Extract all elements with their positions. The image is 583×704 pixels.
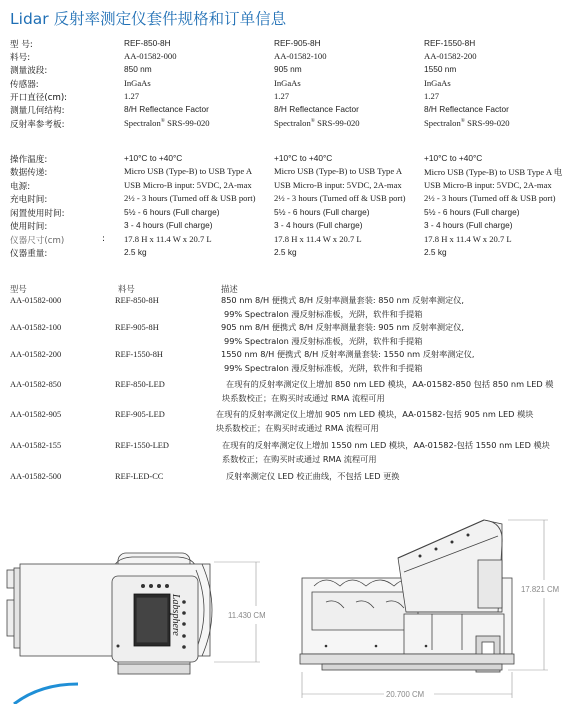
dim-height: 17.821 CM: [521, 585, 560, 594]
spec-value: Micro USB (Type-B) to USB Type A: [124, 166, 253, 176]
order-description-line: 在现有的反射率测定仪上增加 1550 nm LED 模块，AA-01582-包括 1550 nm LED 模块: [222, 440, 550, 450]
reference-model: SRS-99-020: [167, 118, 210, 128]
spec-label-colon: :: [102, 234, 105, 244]
spec-label: 闲置使用时间:: [10, 209, 65, 219]
order-model: AA-01582-100: [10, 323, 62, 332]
spec-value: 5½ - 6 hours (Full charge): [424, 207, 520, 217]
order-part-number: REF-1550-LED: [115, 441, 169, 450]
spec-value: InGaAs: [424, 78, 451, 88]
spec-value: 2½ - 3 hours (Turned off & USB port): [424, 193, 556, 203]
device-logo: Labsphere: [170, 594, 181, 636]
registered-mark: ®: [310, 118, 315, 125]
order-header-model: 型号: [10, 284, 27, 294]
dim-width: 11.430 CM: [228, 611, 266, 620]
spec-value: REF-905-8H: [274, 38, 321, 48]
spec-value: +10°C to +40°C: [274, 153, 333, 163]
reference-model: SRS-99-020: [317, 118, 360, 128]
spec-value: REF-850-8H: [124, 38, 171, 48]
spec-value: 1.27: [424, 91, 440, 101]
spec-value: Micro USB (Type-B) to USB Type A 电: [424, 167, 563, 177]
spec-value: 3 - 4 hours (Full charge): [124, 220, 213, 230]
spec-label: 传感器:: [10, 80, 39, 90]
spectralon-brand: Spectralon: [424, 118, 461, 128]
order-description-line: 反射率测定仪 LED 校正曲线，不包括 LED 更换: [226, 471, 400, 481]
spec-value: 1550 nm: [424, 64, 457, 74]
spec-value: 2½ - 3 hours (Turned off & USB port): [274, 193, 406, 203]
spec-value: 1.27: [274, 91, 290, 101]
order-description-line: 850 nm 8/H 便携式 8/H 反射率测量套装: 850 nm 反射率测定仪,: [221, 295, 465, 305]
side-view-drawing: [286, 500, 583, 704]
spec-value: InGaAs: [124, 78, 151, 88]
spec-label: 使用时间:: [10, 222, 48, 232]
order-header-part: 料号: [118, 284, 135, 294]
order-description-line: 在现有的反射率测定仪上增加 905 nm LED 模块，AA-01582-包括 905 nm LED 模块: [216, 409, 534, 419]
spec-value: 17.8 H x 11.4 W x 20.7 L: [424, 234, 512, 244]
order-part-number: REF-850-8H: [115, 296, 159, 305]
spec-value: AA-01582-100: [274, 51, 327, 61]
order-description-line: 99% Spectralon 漫反射标准板，光阱，软件和手提箱: [224, 335, 423, 346]
spec-label: 仪器重量:: [10, 249, 48, 259]
registered-mark: ®: [160, 118, 165, 125]
spec-value: 5½ - 6 hours (Full charge): [124, 207, 220, 217]
spec-label: 开口直径(cm):: [10, 93, 68, 103]
order-description-line: 99% Spectralon 漫反射标准板，光阱，软件和手提箱: [224, 362, 423, 373]
spec-value: InGaAs: [274, 78, 301, 88]
order-description-line: 99% Spectralon 漫反射标准板，光阱，软件和手提箱: [224, 308, 423, 319]
spec-label: 操作温度:: [10, 155, 48, 165]
spec-value: [424, 118, 510, 128]
order-model: AA-01582-155: [10, 441, 62, 450]
spec-value: 8/H Reflectance Factor: [424, 104, 509, 114]
spec-value: USB Micro-B input: 5VDC, 2A-max: [424, 180, 552, 190]
order-description-line: 在现有的反射率测定仪上增加 850 nm LED 模块，AA-01582-850 包括 850 nm LED 模: [226, 379, 554, 389]
registered-mark: ®: [460, 118, 465, 125]
spec-value: 17.8 H x 11.4 W x 20.7 L: [124, 234, 212, 244]
order-model: AA-01582-000: [10, 296, 62, 305]
spec-value: 905 nm: [274, 64, 302, 74]
dim-length: 20.700 CM: [386, 690, 425, 699]
spectralon-brand: Spectralon: [124, 118, 161, 128]
spec-value: USB Micro-B input: 5VDC, 2A-max: [124, 180, 252, 190]
spec-value: USB Micro-B input: 5VDC, 2A-max: [274, 180, 402, 190]
order-part-number: REF-905-8H: [115, 323, 159, 332]
spec-value: 5½ - 6 hours (Full charge): [274, 207, 370, 217]
order-part-number: REF-905-LED: [115, 410, 165, 419]
order-part-number: REF-850-LED: [115, 380, 165, 389]
order-part-number: REF-1550-8H: [115, 350, 163, 359]
spec-value: 2½ - 3 hours (Turned off & USB port): [124, 193, 256, 203]
order-model: AA-01582-850: [10, 380, 62, 389]
order-model: AA-01582-905: [10, 410, 62, 419]
spec-label: 电源:: [10, 182, 31, 192]
spec-label: 型 号:: [10, 40, 33, 50]
order-description-line: 905 nm 8/H 便携式 8/H 反射率测量套装: 905 nm 反射率测定仪,: [221, 322, 465, 332]
spec-value: 8/H Reflectance Factor: [124, 104, 209, 114]
front-view-drawing: [0, 540, 290, 704]
order-header-desc: 描述: [221, 284, 238, 294]
spec-label: 数据传递:: [10, 168, 48, 178]
spec-value: [124, 118, 210, 128]
spec-value: Micro USB (Type-B) to USB Type A: [274, 166, 403, 176]
order-description-line: 块系数校正；在购买时或通过 RMA 流程可用: [222, 392, 385, 403]
spec-label: 充电时间:: [10, 195, 48, 205]
order-part-number: REF-LED-CC: [115, 472, 164, 481]
spec-value: 2.5 kg: [124, 247, 147, 257]
page-title: Lidar 反射率测定仪套件规格和订单信息: [10, 10, 287, 28]
spec-value: +10°C to +40°C: [124, 153, 183, 163]
spec-label: 测量几何结构:: [10, 106, 65, 116]
spec-label: 反射率参考板:: [10, 120, 65, 130]
order-description-line: 系数校正；在购买时或通过 RMA 流程可用: [222, 453, 377, 464]
spec-value: AA-01582-000: [124, 51, 177, 61]
spec-value: AA-01582-200: [424, 51, 477, 61]
order-description-line: 块系数校正；在购买时或通过 RMA 流程可用: [216, 422, 379, 433]
reference-model: SRS-99-020: [467, 118, 510, 128]
spec-value: 850 nm: [124, 64, 152, 74]
spec-value: 2.5 kg: [274, 247, 297, 257]
spec-label: 测量波段:: [10, 66, 48, 76]
spec-value: REF-1550-8H: [424, 38, 476, 48]
order-description-line: 1550 nm 8/H 便携式 8/H 反射率测量套装: 1550 nm 反射率测定仪,: [221, 349, 475, 359]
spec-value: 8/H Reflectance Factor: [274, 104, 359, 114]
spec-value: 1.27: [124, 91, 140, 101]
spec-value: [274, 118, 360, 128]
order-model: AA-01582-500: [10, 472, 62, 481]
spec-value: 3 - 4 hours (Full charge): [424, 220, 513, 230]
spec-value: 2.5 kg: [424, 247, 447, 257]
spectralon-brand: Spectralon: [274, 118, 311, 128]
order-model: AA-01582-200: [10, 350, 62, 359]
spec-value: 3 - 4 hours (Full charge): [274, 220, 363, 230]
spec-value: 17.8 H x 11.4 W x 20.7 L: [274, 234, 362, 244]
spec-label: 料号:: [10, 53, 31, 63]
spec-value: +10°C to +40°C: [424, 153, 483, 163]
spec-label: 仪器尺寸(cm): [10, 236, 65, 246]
